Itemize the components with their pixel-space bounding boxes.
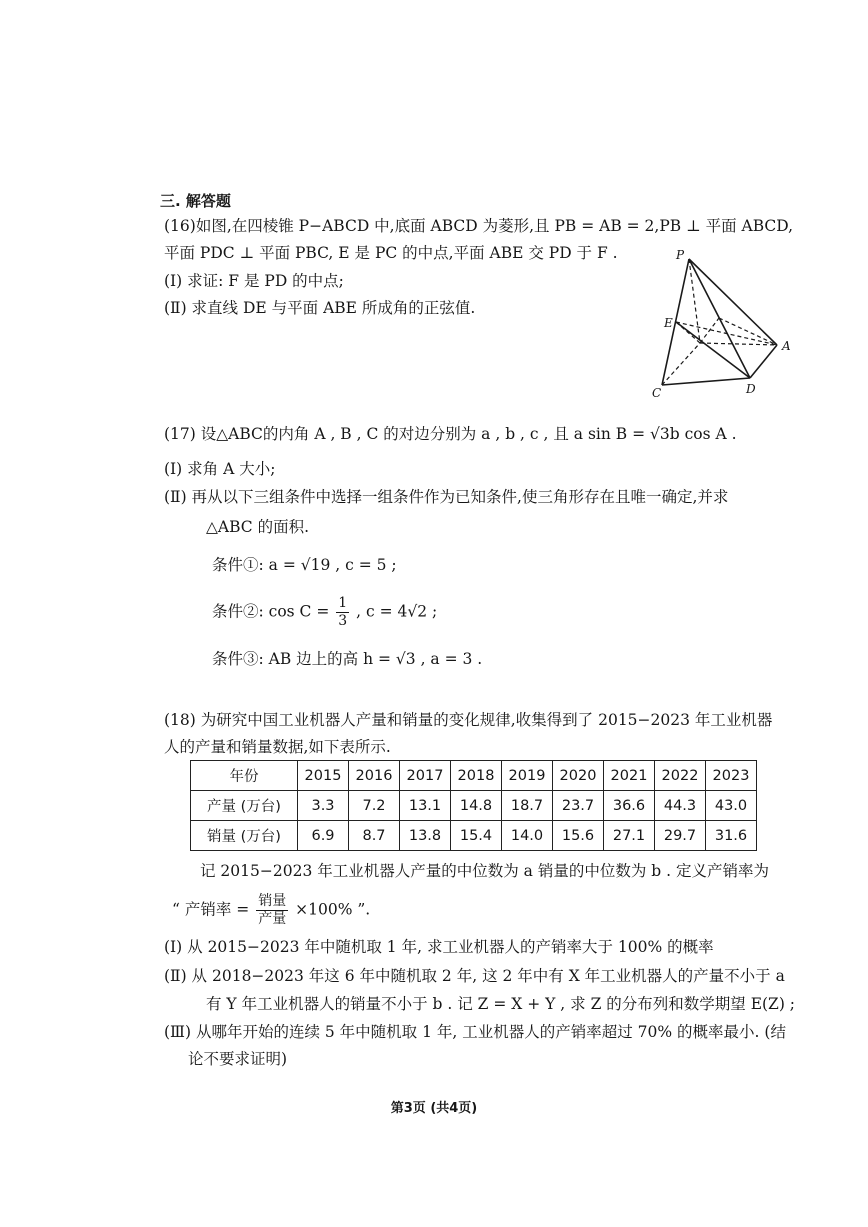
label-a: A [782, 339, 791, 353]
q18-part1: (Ⅰ) 从 2015−2023 年中随机取 1 年, 求工业机器人的产销率大于 100% 的概率 [164, 938, 714, 956]
table-row-production [191, 791, 757, 821]
year-cell: 2017 [400, 761, 451, 791]
row-label: 产量 (万台) [191, 791, 298, 821]
fraction-denominator: 产量 [258, 911, 287, 927]
hidden-edge-cb [662, 343, 700, 385]
year-cell: 2020 [553, 761, 604, 791]
label-c: C [652, 386, 662, 400]
q17-stem: (17) 设△ABC的内角 A , B , C 的对边分别为 a , b , c , 且 a sin B = √3b cos A . [164, 425, 737, 443]
year-cell: 2023 [706, 761, 757, 791]
table-cell: 23.7 [553, 791, 604, 821]
table-cell: 13.8 [400, 821, 451, 851]
production-sales-table [190, 760, 757, 851]
table-cell: 31.6 [706, 821, 757, 851]
q18-part2-line2: 有 Y 年工业机器人的销量不小于 b . 记 Z = X + Y , 求 Z 的分布列和数学期望 E(Z) ; [206, 995, 796, 1013]
q18-stem-line2: 人的产量和销量数据,如下表所示. [164, 738, 391, 756]
table-cell: 6.9 [298, 821, 349, 851]
pyramid-figure [640, 245, 800, 400]
q16-stem-line1: (16)如图,在四棱锥 P−ABCD 中,底面 ABCD 为菱形,且 PB = AB = 2,PB ⊥ 平面 ABCD, [164, 217, 794, 235]
cond2-fraction [336, 595, 349, 630]
q18-definition-line1: 记 2015−2023 年工业机器人产量的中位数为 a 销量的中位数为 b . 定义产销率为 [200, 862, 769, 880]
label-d: D [746, 382, 756, 396]
table-header-label: 年份 [191, 761, 298, 791]
table-header-row [191, 761, 757, 791]
page-footer: 第3页 (共4页) [390, 1101, 478, 1116]
q16-part1: (Ⅰ) 求证: F 是 PD 的中点; [164, 272, 344, 290]
table-cell: 15.6 [553, 821, 604, 851]
cond2-prefix: 条件②: cos C = [212, 602, 330, 621]
hidden-segment-fa [719, 318, 777, 345]
hidden-edge-ba [700, 343, 777, 345]
hidden-edge-pb [689, 259, 700, 343]
table-cell: 13.1 [400, 791, 451, 821]
q17-condition-2 [212, 595, 437, 630]
cond2-numerator: 1 [338, 595, 348, 611]
sales-rate-fraction [256, 893, 288, 928]
year-cell: 2022 [655, 761, 706, 791]
q17-part2-line2: △ABC 的面积. [206, 518, 310, 536]
q18-part2-line1: (Ⅱ) 从 2018−2023 年这 6 年中随机取 2 年, 这 2 年中有 X 年工业机器人的产量不小于 a [164, 967, 785, 985]
table-cell: 29.7 [655, 821, 706, 851]
q18-part3-line2: 论不要求证明) [188, 1050, 288, 1068]
q17-condition-1: 条件①: a = √19 , c = 5 ; [212, 556, 397, 574]
label-e: E [664, 316, 673, 330]
edge-da [750, 345, 777, 378]
table-cell: 3.3 [298, 791, 349, 821]
table-cell: 36.6 [604, 791, 655, 821]
table-cell: 43.0 [706, 791, 757, 821]
edge-pa [689, 259, 777, 345]
q17-part1: (Ⅰ) 求角 A 大小; [164, 460, 276, 478]
q18-part3-line1: (Ⅲ) 从哪年开始的连续 5 年中随机取 1 年, 工业机器人的产销率超过 70% 的概率最小. (结 [164, 1023, 786, 1041]
q16-stem-line2: 平面 PDC ⊥ 平面 PBC, E 是 PC 的中点,平面 ABE 交 PD 于 F . [164, 244, 618, 262]
table-cell: 27.1 [604, 821, 655, 851]
table-cell: 44.3 [655, 791, 706, 821]
cond2-denominator: 3 [338, 613, 348, 629]
q17-part2-line1: (Ⅱ) 再从以下三组条件中选择一组条件作为已知条件,使三角形存在且唯一确定,并求 [164, 488, 729, 506]
hidden-segment-bf [700, 318, 719, 343]
table-cell: 15.4 [451, 821, 502, 851]
q16-part2: (Ⅱ) 求直线 DE 与平面 ABE 所成角的正弦值. [164, 299, 476, 317]
section-heading: 三. 解答题 [160, 192, 231, 210]
year-cell: 2016 [349, 761, 400, 791]
q17-condition-3: 条件③: AB 边上的高 h = √3 , a = 3 . [212, 650, 483, 668]
cond2-suffix: , c = 4√2 ; [356, 602, 438, 621]
table-row-sales [191, 821, 757, 851]
row-label: 销量 (万台) [191, 821, 298, 851]
edge-cd [662, 378, 750, 385]
year-cell: 2021 [604, 761, 655, 791]
year-cell: 2018 [451, 761, 502, 791]
fraction-numerator: 销量 [258, 893, 287, 909]
def-prefix: “ 产销率 = [172, 900, 250, 919]
table-cell: 14.8 [451, 791, 502, 821]
q18-definition-line2 [172, 893, 370, 928]
year-cell: 2019 [502, 761, 553, 791]
def-suffix: ×100% ”. [295, 900, 371, 919]
table-cell: 14.0 [502, 821, 553, 851]
table-cell: 18.7 [502, 791, 553, 821]
label-p: P [676, 248, 685, 262]
year-cell: 2015 [298, 761, 349, 791]
table-cell: 7.2 [349, 791, 400, 821]
q18-stem-line1: (18) 为研究中国工业机器人产量和销量的变化规律,收集得到了 2015−2023 年工业机器 [164, 711, 773, 729]
table-cell: 8.7 [349, 821, 400, 851]
